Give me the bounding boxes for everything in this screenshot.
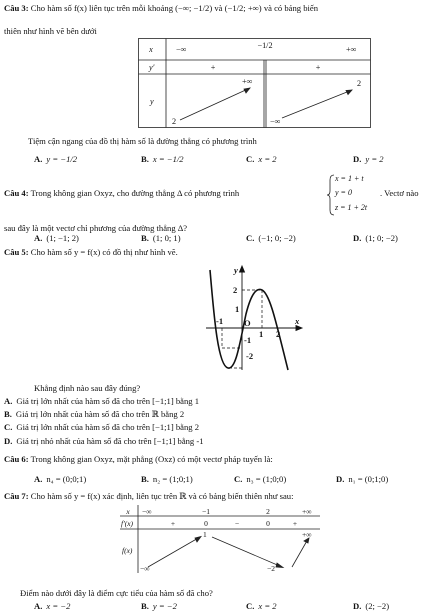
q5-tick-y-neg1: -1 xyxy=(244,335,252,345)
q6-option-b[interactable]: B. n₂ = (1;0;1) xyxy=(141,474,193,484)
q6-label: Câu 6: xyxy=(4,454,29,464)
q7-sign-2: − xyxy=(234,519,240,528)
q3-text2: thiên như hình vẽ bên dưới xyxy=(4,26,97,36)
q4-sys-0: x = 1 + t xyxy=(335,174,364,183)
q3-label: Câu 3: xyxy=(4,3,29,13)
q7-option-a[interactable]: A. x = −2 xyxy=(34,601,71,611)
x-axis-arrow-icon xyxy=(296,326,302,331)
q5-graph xyxy=(204,262,304,374)
q5-tick-x-1: 1 xyxy=(259,329,264,339)
q4-option-c[interactable]: C. (−1; 0; −2) xyxy=(246,233,296,243)
q5-tick-y-neg2: -2 xyxy=(246,351,254,361)
q5-tick-y-1: 1 xyxy=(235,304,240,314)
q7-variation-table xyxy=(120,505,320,573)
q5-line1 xyxy=(4,247,178,257)
q3-y-val-3: 2 xyxy=(357,79,362,88)
q7-option-c[interactable]: C. x = 2 xyxy=(246,601,277,611)
y-axis-arrow-icon xyxy=(240,266,245,272)
q4-option-d[interactable]: D. (1; 0; −2) xyxy=(353,233,398,243)
q5-option-b[interactable]: B. Giá trị lớn nhất của hàm số đã cho trên ℝ bằng 2 xyxy=(4,409,185,419)
q3-y-val-2: −∞ xyxy=(270,117,281,126)
q7-label: Câu 7: xyxy=(4,491,29,501)
q7-sign-3: 0 xyxy=(266,519,270,528)
q7-option-d[interactable]: D. (2; −2) xyxy=(353,601,390,611)
q7-line1 xyxy=(4,491,293,501)
q7-sign-1: 0 xyxy=(204,519,208,528)
q3-x-header: x xyxy=(149,45,153,54)
q7-sign-4: + xyxy=(292,519,298,528)
q5-option-a[interactable]: A. Giá trị lớn nhất của hàm số đã cho trên [−1;1] bằng 1 xyxy=(4,396,200,406)
q6-text1: Trong không gian Oxyz, mặt phẳng (Oxz) có một vectơ pháp tuyến là: xyxy=(30,454,273,464)
q4-option-a[interactable]: A. (1; −1; 2) xyxy=(34,233,79,243)
q5-option-c[interactable]: C. Giá trị lớn nhất của hàm số đã cho trên [−1;1] bằng 2 xyxy=(4,422,200,432)
q6-option-c[interactable]: C. n₃ = (1;0;0) xyxy=(234,474,287,484)
q6-option-a[interactable]: A. n₄ = (0;0;1) xyxy=(34,474,87,484)
q7-text1: Cho hàm số y = f(x) xác định, liên tục trên ℝ và có bảng biến thiên như sau: xyxy=(30,491,294,501)
q4-label: Câu 4: xyxy=(4,188,29,198)
q3-x-val-2: +∞ xyxy=(346,45,357,54)
q5-tick-x-neg1: -1 xyxy=(216,316,224,326)
q3-line1 xyxy=(4,3,318,13)
q3-sign-1: + xyxy=(315,63,321,72)
q5-label: Câu 5: xyxy=(4,247,29,257)
q4-text1: Trong không gian Oxyz, cho đường thẳng Δ có phương trình xyxy=(30,188,240,198)
q3-x-val-0: −∞ xyxy=(176,45,187,54)
q7-x-val-3: +∞ xyxy=(302,507,312,516)
q3-option-b[interactable]: B. x = −1/2 xyxy=(141,154,184,164)
q5-text1: Cho hàm số y = f(x) có đồ thị như hình vẽ. xyxy=(30,247,178,257)
q5-question: Khẳng định nào sau đây đúng? xyxy=(34,383,141,393)
q7-question: Điểm nào dưới đây là điểm cực tiểu của hàm số đã cho? xyxy=(20,588,213,598)
q5-option-d[interactable]: D. Giá trị nhỏ nhất của hàm số đã cho trên [−1;1] bằng -1 xyxy=(4,436,204,446)
q7-x-header: x xyxy=(126,507,130,516)
q7-fp-header: f′(x) xyxy=(121,519,134,528)
q7-f-val-2: −2 xyxy=(267,564,275,573)
q3-x-val-1: −1/2 xyxy=(257,41,273,50)
q4-line1 xyxy=(4,188,239,198)
q3-text1: Cho hàm số f(x) liên tục trên mỗi khoảng (−∞; −1/2) và (−1/2; +∞) và có bảng biến xyxy=(30,3,318,13)
q7-f-header: f(x) xyxy=(122,546,133,555)
q3-sign-0: + xyxy=(210,63,216,72)
q3-yprime-header: y′ xyxy=(149,63,155,72)
q5-y-axis-label: y xyxy=(234,265,238,275)
q6-line1 xyxy=(4,454,273,464)
q4-sys-2: z = 1 + 2t xyxy=(335,203,368,212)
q4-text2: sau đây là một vectơ chỉ phương của đường thẳng Δ? xyxy=(4,223,188,233)
q7-x-val-1: −1 xyxy=(202,507,210,516)
q7-sign-0: + xyxy=(170,519,176,528)
q3-y-header: y xyxy=(150,97,154,106)
q3-option-a[interactable]: A. y = −1/2 xyxy=(34,154,78,164)
q6-option-d[interactable]: D. n₁ = (0;1;0) xyxy=(336,474,389,484)
q7-f-val-3: +∞ xyxy=(302,530,312,539)
q7-x-val-0: −∞ xyxy=(142,507,152,516)
q3-option-c[interactable]: C. x = 2 xyxy=(246,154,277,164)
q7-f-val-0: −∞ xyxy=(140,564,150,573)
q7-x-val-2: 2 xyxy=(266,507,270,516)
q3-y-val-1: +∞ xyxy=(242,77,253,86)
q5-tick-x-2: 2 xyxy=(276,329,281,339)
q4-sys-1: y = 0 xyxy=(335,188,352,197)
q5-x-axis-label: x xyxy=(295,316,300,326)
q5-origin-label: O xyxy=(244,318,251,328)
q7-f-val-1: 1 xyxy=(203,530,207,539)
q3-option-d[interactable]: D. y = 2 xyxy=(353,154,384,164)
q4-option-b[interactable]: B. (1; 0; 1) xyxy=(141,233,181,243)
q5-tick-y-2: 2 xyxy=(233,285,238,295)
q4-text-tail: . Vectơ nào xyxy=(380,188,419,198)
q3-y-val-0: 2 xyxy=(172,117,177,126)
q3-variation-table xyxy=(138,38,371,128)
q7-option-b[interactable]: B. y = −2 xyxy=(141,601,177,611)
q3-question: Tiệm cận ngang của đồ thị hàm số là đường thẳng có phương trình xyxy=(28,136,257,146)
